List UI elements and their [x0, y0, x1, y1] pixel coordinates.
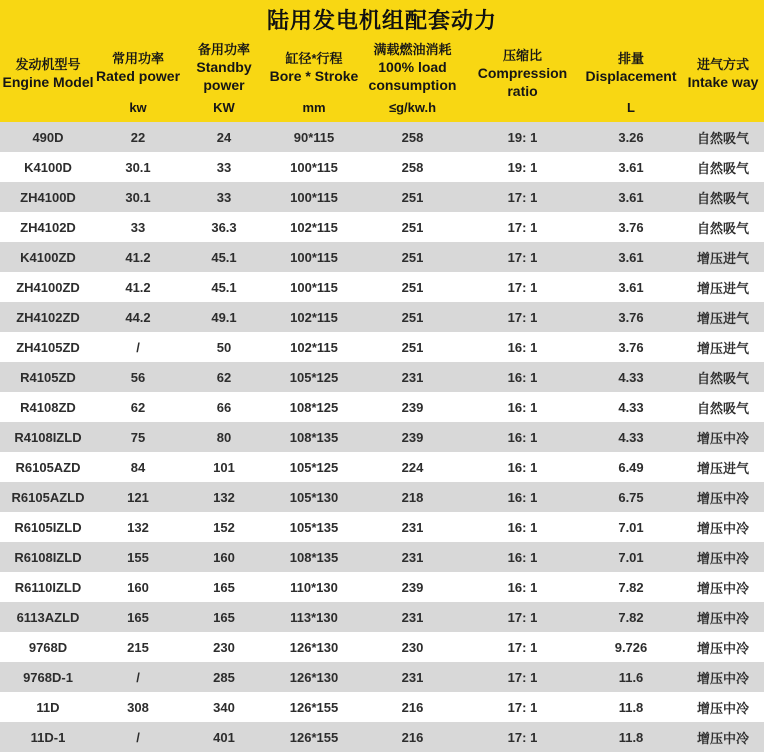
cell-value: 4.33 — [618, 399, 644, 415]
cell-engine-model: 11D-1 — [30, 729, 66, 745]
cell-value: 108*135 — [289, 429, 339, 445]
cell-engine-model: K4100D — [24, 159, 72, 175]
cell-value: 22 — [130, 129, 146, 145]
cell-value: 17: 1 — [507, 729, 538, 745]
cell-value: 62 — [216, 369, 232, 385]
table-row — [0, 482, 764, 512]
cell-value: 102*115 — [290, 309, 338, 325]
cell-value: 16: 1 — [507, 489, 538, 505]
cell-value: 自然吸气 — [696, 370, 749, 386]
cell-value: 19: 1 — [507, 159, 538, 175]
column-header-7 — [682, 34, 764, 122]
column-label-en: Engine Model — [2, 73, 94, 90]
cell-value: 16: 1 — [507, 579, 538, 595]
cell-value: 231 — [401, 669, 424, 685]
cell-value: 11.8 — [618, 699, 644, 715]
column-label-cn: 进气方式 — [696, 56, 749, 72]
table-row — [0, 122, 764, 152]
column-header-3 — [268, 34, 360, 122]
cell-value: 401 — [213, 729, 235, 745]
table-row — [0, 632, 764, 662]
cell-engine-model: ZH4102D — [20, 219, 76, 235]
cell-value: 增压进气 — [696, 340, 749, 356]
column-label-en: Standby power — [196, 58, 252, 93]
cell-value: 增压中冷 — [696, 670, 749, 686]
cell-value: 230 — [213, 639, 235, 655]
cell-value: 7.82 — [618, 609, 644, 625]
cell-value: 105*135 — [289, 519, 339, 535]
cell-value: 自然吸气 — [696, 190, 749, 206]
cell-value: 100*115 — [290, 159, 338, 175]
cell-engine-model: R4108ZD — [20, 399, 76, 415]
cell-value: 231 — [401, 549, 424, 565]
column-unit: KW — [213, 100, 235, 115]
cell-engine-model: R6105AZD — [15, 459, 81, 475]
cell-value: 110*130 — [290, 579, 338, 595]
cell-value: 19: 1 — [507, 129, 538, 145]
cell-value: 增压中冷 — [696, 640, 749, 656]
cell-value: 自然吸气 — [696, 220, 749, 236]
cell-value: 3.76 — [618, 309, 644, 325]
cell-value: 239 — [401, 429, 424, 445]
table-row — [0, 212, 764, 242]
column-label-cn: 排量 — [617, 50, 644, 66]
cell-value: 100*115 — [290, 279, 338, 295]
cell-engine-model: K4100ZD — [20, 249, 76, 265]
cell-value: 230 — [401, 639, 424, 655]
cell-value: 3.61 — [618, 189, 644, 205]
cell-value: 17: 1 — [507, 279, 538, 295]
cell-value: 80 — [216, 429, 232, 445]
cell-value: 132 — [127, 519, 149, 535]
cell-value: 108*135 — [289, 549, 339, 565]
cell-value: 16: 1 — [507, 369, 538, 385]
table-row — [0, 152, 764, 182]
column-header-5 — [465, 34, 580, 122]
cell-value: 239 — [401, 579, 424, 595]
cell-value: 251 — [401, 309, 424, 325]
cell-value: 216 — [401, 729, 424, 745]
cell-engine-model: 6113AZLD — [16, 609, 80, 625]
column-label-cn: 常用功率 — [111, 50, 164, 66]
cell-value: 45.1 — [211, 249, 237, 265]
cell-value: 44.2 — [125, 309, 151, 325]
cell-value: 308 — [127, 699, 149, 715]
cell-value: 102*115 — [290, 339, 338, 355]
cell-value: 增压中冷 — [696, 550, 749, 566]
cell-value: 224 — [401, 459, 424, 475]
cell-value: 自然吸气 — [696, 160, 749, 176]
cell-value: 17: 1 — [507, 669, 538, 685]
cell-value: 17: 1 — [507, 189, 538, 205]
cell-engine-model: 9768D — [28, 639, 68, 655]
column-label-en: Bore * Stroke — [269, 67, 359, 84]
cell-engine-model: R6105AZLD — [11, 489, 85, 505]
cell-value: 216 — [401, 699, 424, 715]
cell-value: 3.76 — [618, 219, 644, 235]
cell-value: 7.01 — [618, 549, 644, 565]
cell-value: 增压进气 — [696, 280, 749, 296]
cell-value: 340 — [213, 699, 235, 715]
column-header-row — [0, 34, 764, 122]
table-row — [0, 362, 764, 392]
cell-value: 105*125 — [289, 369, 339, 385]
table-header — [0, 0, 764, 122]
cell-value: 16: 1 — [507, 429, 538, 445]
cell-value: 41.2 — [125, 249, 151, 265]
cell-value: 251 — [401, 219, 424, 235]
cell-value: 126*155 — [289, 699, 339, 715]
column-label-cn: 发动机型号 — [15, 56, 81, 72]
cell-value: 30.1 — [125, 189, 151, 205]
cell-value: 17: 1 — [507, 219, 538, 235]
cell-value: 11.6 — [618, 669, 644, 685]
cell-value: 231 — [401, 519, 424, 535]
column-label-cn: 缸径*行程 — [285, 50, 343, 66]
cell-value: 160 — [213, 549, 235, 565]
cell-engine-model: R6108IZLD — [14, 549, 82, 565]
column-label-en: 100% load — [378, 58, 447, 75]
column-label-en: Compression ratio — [477, 64, 568, 99]
cell-value: 17: 1 — [507, 699, 538, 715]
cell-value: 16: 1 — [507, 459, 538, 475]
table-row — [0, 662, 764, 692]
cell-engine-model: ZH4102ZD — [16, 309, 80, 325]
table-row — [0, 302, 764, 332]
column-unit: ≤g/kw.h — [388, 100, 437, 115]
cell-value: 24 — [216, 129, 232, 145]
table-row — [0, 272, 764, 302]
table-body — [0, 122, 764, 752]
cell-value: 258 — [401, 159, 424, 175]
cell-value: 251 — [401, 189, 424, 205]
cell-value: 增压进气 — [696, 460, 749, 476]
cell-engine-model: 11D — [36, 699, 60, 715]
cell-value: 自然吸气 — [696, 400, 749, 416]
cell-engine-model: ZH4105ZD — [16, 339, 80, 355]
table-row — [0, 332, 764, 362]
cell-value: 50 — [216, 339, 232, 355]
cell-value: 16: 1 — [507, 549, 538, 565]
cell-value: 56 — [130, 369, 146, 385]
table-row — [0, 602, 764, 632]
table-row — [0, 692, 764, 722]
column-header-4 — [360, 34, 465, 122]
cell-value: 17: 1 — [507, 309, 538, 325]
cell-value: 132 — [213, 489, 235, 505]
column-header-0 — [0, 34, 96, 122]
cell-value: 41.2 — [125, 279, 151, 295]
column-label-en: Displacement — [585, 67, 677, 84]
cell-engine-model: ZH4100ZD — [16, 279, 80, 295]
cell-value: 增压中冷 — [696, 610, 749, 626]
table-row — [0, 722, 764, 752]
cell-value: 增压中冷 — [696, 490, 749, 506]
cell-value: / — [136, 729, 140, 745]
cell-engine-model: R4105ZD — [20, 369, 76, 385]
column-label-en: Rated power — [96, 67, 181, 84]
cell-value: 33 — [130, 219, 146, 235]
cell-value: 33 — [216, 189, 232, 205]
cell-engine-model: 9768D-1 — [23, 669, 73, 685]
cell-value: 增压进气 — [696, 310, 749, 326]
cell-value: / — [136, 669, 140, 685]
cell-value: 90*115 — [293, 129, 335, 145]
cell-value: 6.75 — [618, 489, 644, 505]
column-unit: kw — [129, 100, 147, 115]
cell-value: 33 — [216, 159, 232, 175]
cell-value: 251 — [401, 249, 424, 265]
cell-value: 126*130 — [289, 669, 339, 685]
cell-value: 增压中冷 — [696, 700, 749, 716]
cell-value: 3.61 — [618, 159, 644, 175]
cell-value: 增压中冷 — [696, 730, 749, 746]
column-label-en2: consumption — [368, 76, 457, 93]
cell-value: 增压中冷 — [696, 520, 749, 536]
cell-value: 16: 1 — [507, 519, 538, 535]
cell-value: 36.3 — [211, 219, 237, 235]
column-unit: L — [627, 100, 635, 115]
cell-value: 165 — [213, 609, 235, 625]
cell-value: 66 — [216, 399, 232, 415]
cell-value: 84 — [130, 459, 146, 475]
cell-value: 152 — [213, 519, 235, 535]
cell-value: 62 — [130, 399, 146, 415]
cell-value: 105*125 — [289, 459, 339, 475]
table-row — [0, 572, 764, 602]
cell-value: 100*115 — [290, 249, 338, 265]
cell-value: 4.33 — [618, 369, 644, 385]
cell-engine-model: R6105IZLD — [14, 519, 82, 535]
cell-value: 285 — [213, 669, 235, 685]
cell-value: 17: 1 — [507, 639, 538, 655]
table-row — [0, 452, 764, 482]
cell-value: 30.1 — [125, 159, 151, 175]
cell-value: 215 — [127, 639, 149, 655]
cell-value: 16: 1 — [507, 399, 538, 415]
cell-value: 4.33 — [618, 429, 644, 445]
cell-value: 258 — [401, 129, 424, 145]
cell-value: 增压中冷 — [696, 580, 749, 596]
cell-engine-model: 490D — [32, 129, 64, 145]
cell-value: 3.26 — [618, 129, 644, 145]
cell-value: 251 — [401, 279, 424, 295]
table-row — [0, 182, 764, 212]
cell-value: 121 — [127, 489, 149, 505]
cell-value: 231 — [401, 609, 424, 625]
table-row — [0, 512, 764, 542]
cell-value: 101 — [213, 459, 235, 475]
cell-value: 45.1 — [211, 279, 237, 295]
column-header-1 — [96, 34, 180, 122]
column-unit: mm — [302, 100, 326, 115]
cell-value: 7.82 — [618, 579, 644, 595]
cell-value: 3.61 — [618, 249, 644, 265]
cell-value: 160 — [127, 579, 149, 595]
cell-value: 100*115 — [290, 189, 338, 205]
cell-value: 113*130 — [290, 609, 338, 625]
cell-value: 6.49 — [618, 459, 644, 475]
cell-value: 126*130 — [289, 639, 339, 655]
cell-value: 165 — [213, 579, 235, 595]
cell-value: 105*130 — [289, 489, 339, 505]
cell-value: 231 — [401, 369, 424, 385]
column-header-6 — [580, 34, 682, 122]
table-row — [0, 542, 764, 572]
table-row — [0, 242, 764, 272]
cell-value: 自然吸气 — [696, 130, 749, 146]
cell-value: 9.726 — [614, 639, 648, 655]
cell-value: 增压进气 — [696, 250, 749, 266]
cell-value: 218 — [401, 489, 424, 505]
table-row — [0, 392, 764, 422]
cell-value: 239 — [401, 399, 424, 415]
column-label-cn: 压缩比 — [502, 47, 542, 63]
column-header-2 — [180, 34, 268, 122]
cell-value: 108*125 — [289, 399, 339, 415]
column-label-cn: 备用功率 — [197, 41, 250, 57]
cell-value: 251 — [401, 339, 424, 355]
column-label-en: Intake way — [687, 73, 759, 90]
cell-engine-model: R4108IZLD — [14, 429, 82, 445]
table-row — [0, 422, 764, 452]
cell-value: 17: 1 — [507, 249, 538, 265]
cell-value: 102*115 — [290, 219, 338, 235]
cell-engine-model: R6110IZLD — [14, 579, 82, 595]
cell-value: 155 — [127, 549, 149, 565]
cell-value: 11.8 — [618, 729, 644, 745]
cell-engine-model: ZH4100D — [20, 189, 76, 205]
cell-value: / — [136, 339, 140, 355]
column-label-cn: 满载燃油消耗 — [373, 41, 452, 57]
cell-value: 126*155 — [289, 729, 339, 745]
cell-value: 75 — [130, 429, 146, 445]
cell-value: 16: 1 — [507, 339, 538, 355]
page-title: 陆用发电机组配套动力 — [266, 8, 497, 33]
cell-value: 165 — [127, 609, 149, 625]
cell-value: 3.76 — [618, 339, 644, 355]
cell-value: 3.61 — [618, 279, 644, 295]
cell-value: 49.1 — [211, 309, 237, 325]
cell-value: 7.01 — [618, 519, 644, 535]
cell-value: 17: 1 — [507, 609, 538, 625]
cell-value: 增压中冷 — [696, 430, 749, 446]
